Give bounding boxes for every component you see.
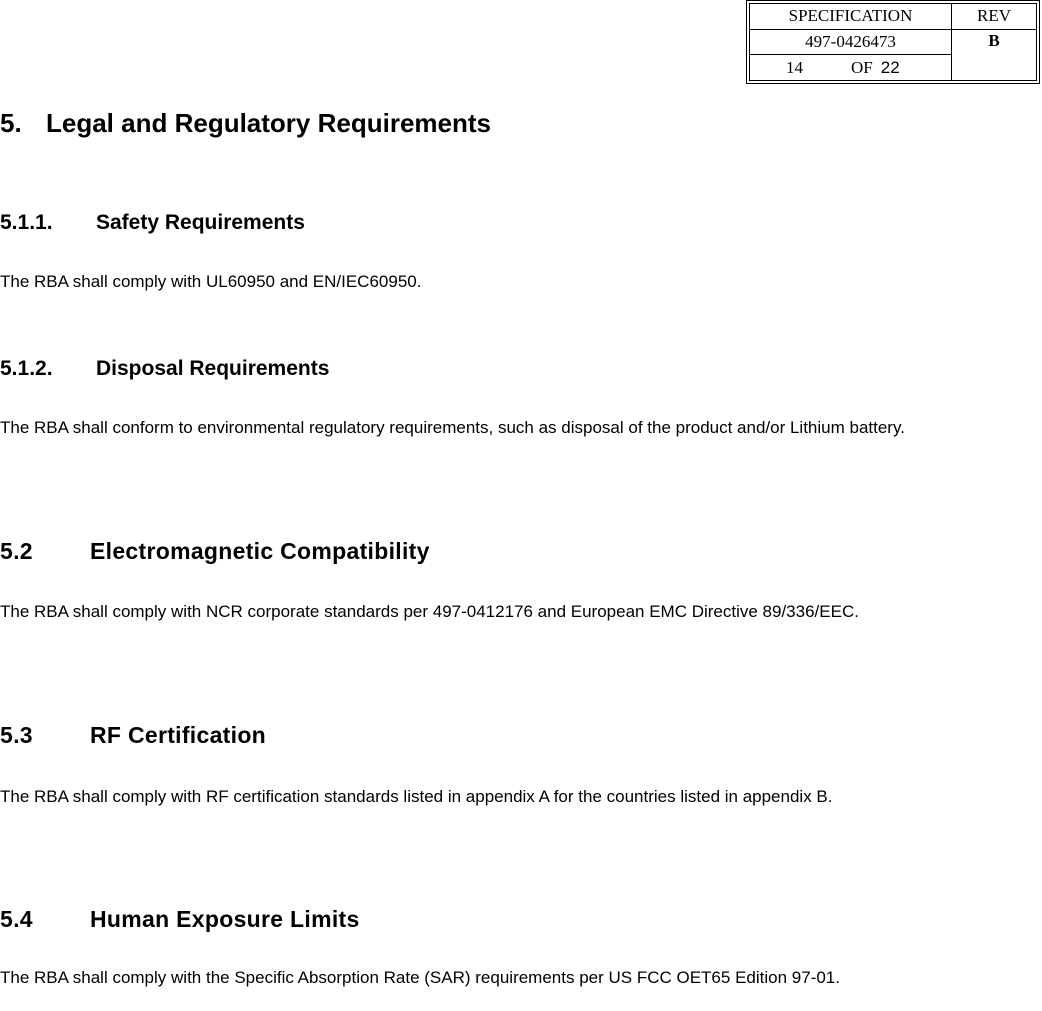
specification-table xyxy=(749,3,1037,81)
page-total: 22 xyxy=(880,57,900,77)
section-5-3-number: 5.3 xyxy=(0,722,33,748)
section-5-1-2-heading xyxy=(0,357,329,381)
rev-label: REV xyxy=(952,4,1037,30)
page-number-cell xyxy=(750,55,952,81)
rev-value: B xyxy=(952,29,1037,80)
section-5-heading xyxy=(0,108,491,139)
section-5-number: 5. xyxy=(0,108,22,138)
section-5-3-heading xyxy=(0,722,266,749)
section-5-1-1-heading xyxy=(0,211,305,235)
section-5-4-text: The RBA shall comply with the Specific Absorption Rate (SAR) requirements per US FCC OET65 Edition 97-01. xyxy=(0,968,840,987)
section-5-1-2-text: The RBA shall conform to environmental regulatory requirements, such as disposal of the product and/or Lithium battery. xyxy=(0,418,905,437)
section-5-2-heading xyxy=(0,538,430,565)
section-5-2-title: Electromagnetic Compatibility xyxy=(90,538,430,564)
section-5-3-title: RF Certification xyxy=(90,722,267,748)
section-5-2-number: 5.2 xyxy=(0,538,33,564)
section-5-3-text: The RBA shall comply with RF certification standards listed in appendix A for the countries listed in appendix B. xyxy=(0,787,833,806)
section-5-4-heading xyxy=(0,906,360,933)
specification-header-box xyxy=(746,0,1040,84)
section-5-1-1-title: Safety Requirements xyxy=(96,211,305,234)
section-5-title: Legal and Regulatory Requirements xyxy=(46,108,491,138)
page-of-label: OF xyxy=(851,57,873,77)
section-5-4-title: Human Exposure Limits xyxy=(90,906,360,932)
page-current: 14 xyxy=(786,57,803,77)
spec-label: SPECIFICATION xyxy=(750,4,952,30)
section-5-2-text: The RBA shall comply with NCR corporate standards per 497-0412176 and European EMC Directive 89/336/EEC. xyxy=(0,602,859,621)
section-5-1-1-number: 5.1.1. xyxy=(0,211,53,234)
section-5-1-2-title: Disposal Requirements xyxy=(96,357,330,380)
section-5-1-2-number: 5.1.2. xyxy=(0,357,53,380)
section-5-4-number: 5.4 xyxy=(0,906,33,932)
spec-number: 497-0426473 xyxy=(750,29,952,55)
section-5-1-1-text: The RBA shall comply with UL60950 and EN/IEC60950. xyxy=(0,272,422,291)
